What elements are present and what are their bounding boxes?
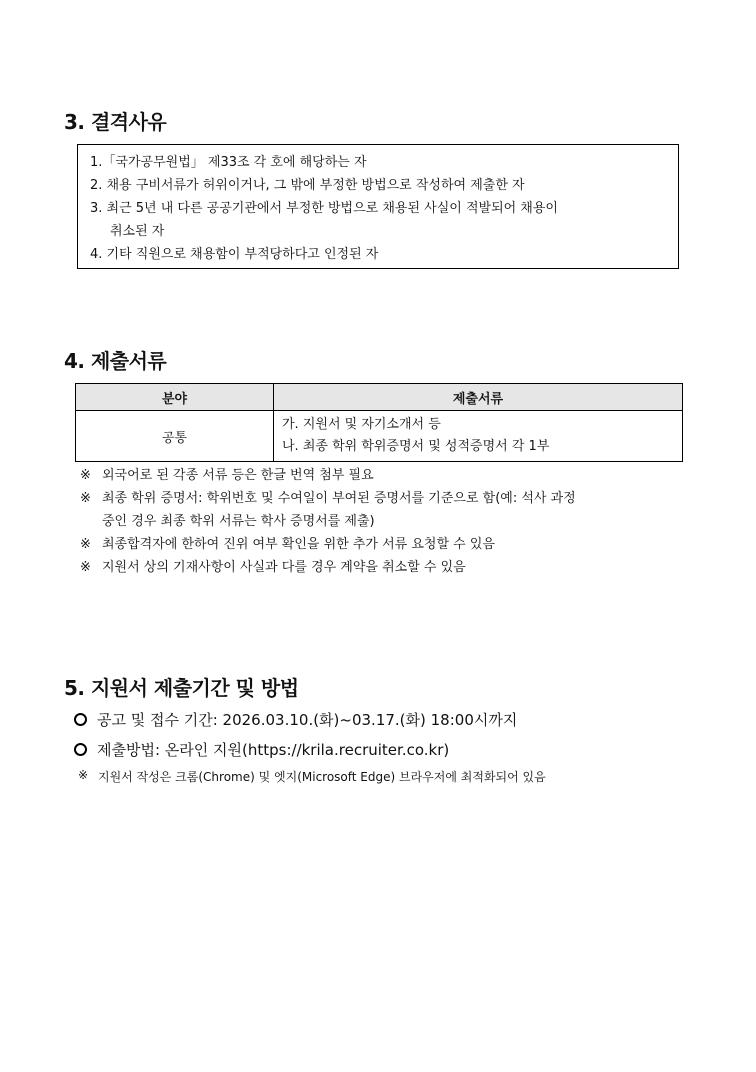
submission-section [74, 704, 694, 785]
note-text: 최종 학위 증명서: 학위번호 및 수여일이 부여된 증명서를 기준으로 함(예: 석사 과정 [102, 491, 576, 506]
note-text: 외국어로 된 각종 서류 등은 한글 번역 첨부 필요 [102, 468, 374, 483]
document-item: 가. 지원서 및 자기소개서 등 [282, 417, 441, 432]
reference-mark: ※ [80, 491, 91, 506]
disqualification-item: 3. 최근 5년 내 다른 공공기관에서 부정한 방법으로 채용된 사실이 적발되어 채용이 [90, 201, 558, 216]
section-3-title: 3. 결격사유 [64, 110, 167, 134]
bullet-item [74, 734, 694, 764]
note-text: 최종합격자에 한하여 진위 여부 확인을 위한 추가 서류 요청할 수 있음 [102, 537, 495, 552]
disqualification-item: 4. 기타 직원으로 채용함이 부적당하다고 인정된 자 [90, 247, 379, 262]
disqualification-item: 1.「국가공무원법」 제33조 각 호에 해당하는 자 [90, 155, 367, 170]
circle-bullet-icon [74, 743, 87, 756]
reference-mark: ※ [80, 560, 91, 575]
field-cell: 공통 [76, 411, 274, 462]
note-text-continued: 중인 경우 최종 학위 서류는 학사 증명서를 제출) [102, 514, 375, 529]
disqualification-box [77, 144, 679, 269]
note-text: 지원서 작성은 크롬(Chrome) 및 엣지(Microsoft Edge) 브라우저에 최적화되어 있음 [98, 770, 546, 784]
documents-notes [80, 464, 680, 579]
note-text: 지원서 상의 기재사항이 사실과 다를 경우 계약을 취소할 수 있음 [102, 560, 466, 575]
circle-bullet-icon [74, 713, 87, 726]
section-5-title: 5. 지원서 제출기간 및 방법 [64, 676, 299, 700]
note-item [80, 464, 680, 487]
bullet-text: 공고 및 접수 기간: 2026.03.10.(화)~03.17.(화) 18:00시까지 [97, 710, 518, 729]
disqualification-item: 2. 채용 구비서류가 허위이거나, 그 밖에 부정한 방법으로 작성하여 제출한 자 [90, 178, 525, 193]
documents-cell [274, 411, 683, 462]
reference-mark: ※ [78, 768, 89, 782]
browser-note [74, 768, 694, 785]
reference-mark: ※ [80, 468, 91, 483]
note-item [80, 533, 680, 556]
section-4-title: 4. 제출서류 [64, 349, 167, 373]
header-documents: 제출서류 [274, 384, 683, 411]
documents-table [75, 383, 683, 462]
table-row [76, 411, 683, 462]
note-item [80, 487, 680, 533]
reference-mark: ※ [80, 537, 91, 552]
header-field: 분야 [76, 384, 274, 411]
bullet-item [74, 704, 694, 734]
table-header-row [76, 384, 683, 411]
note-item [80, 556, 680, 579]
document-item: 나. 최종 학위 학위증명서 및 성적증명서 각 1부 [282, 439, 550, 454]
disqualification-item-continued: 취소된 자 [110, 224, 165, 239]
bullet-text: 제출방법: 온라인 지원(https://krila.recruiter.co.kr) [97, 740, 450, 759]
note-text-block [102, 487, 680, 533]
